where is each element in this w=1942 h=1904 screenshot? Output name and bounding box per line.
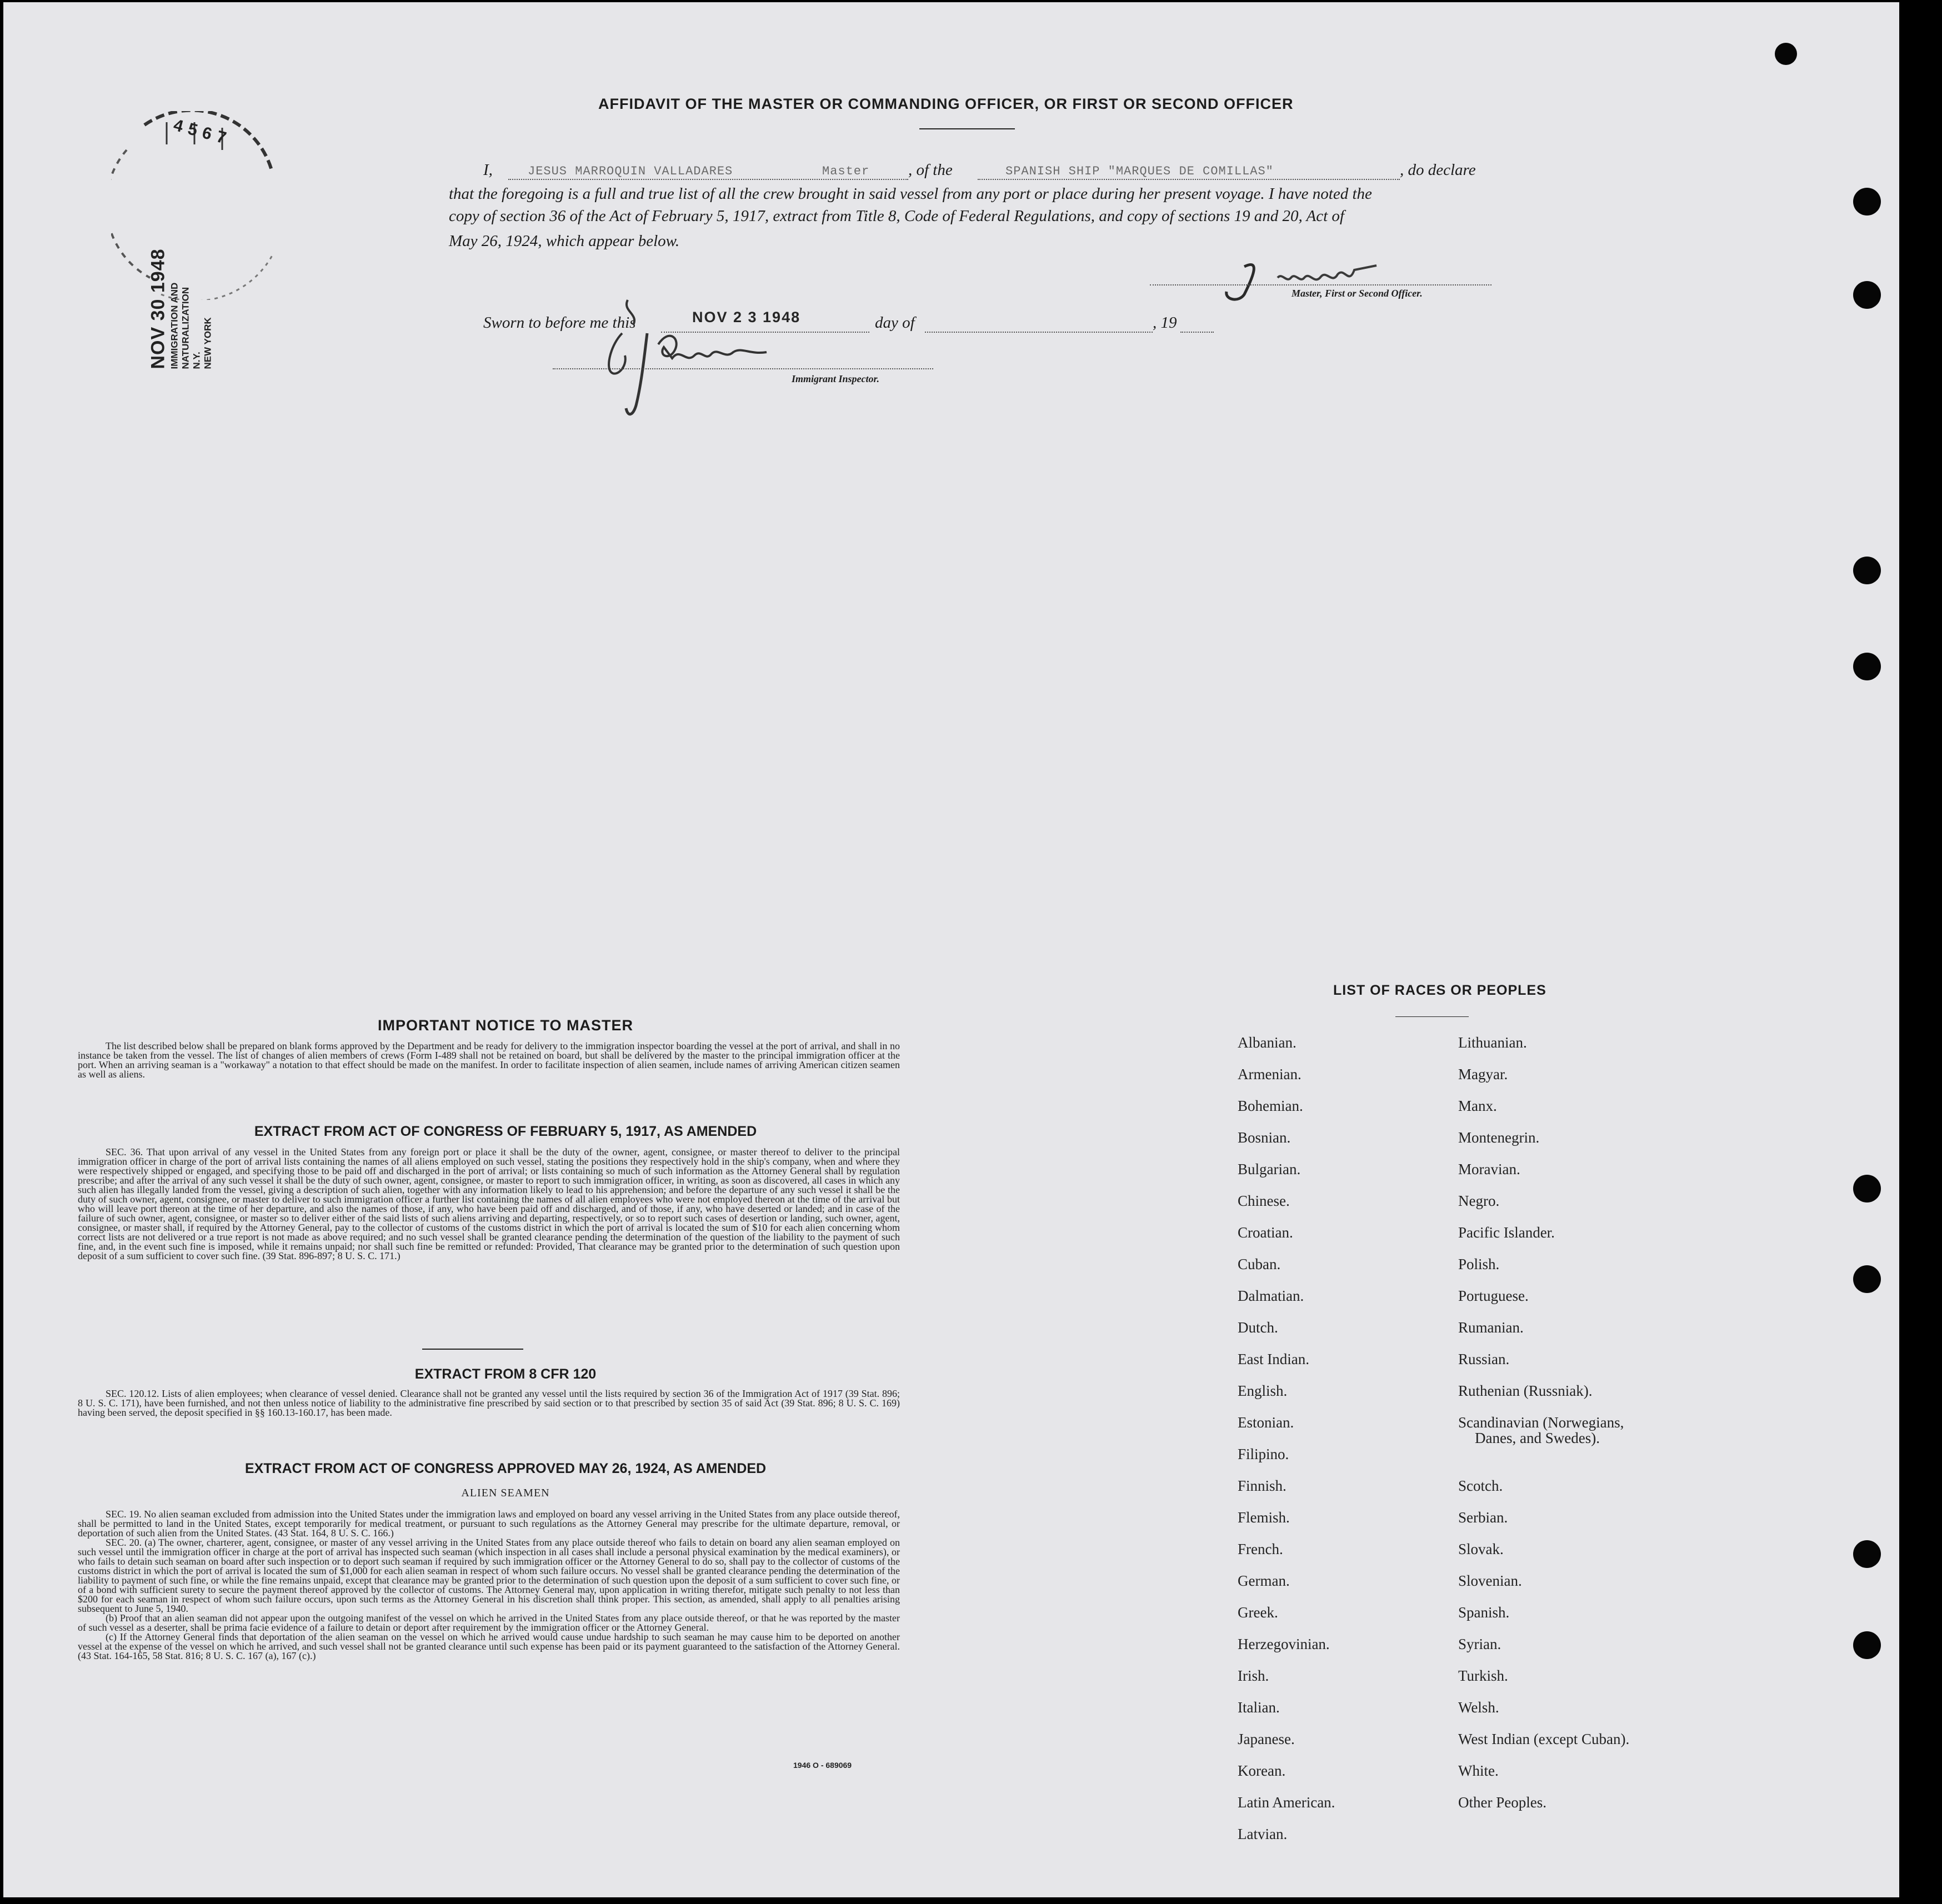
race-item: Negro. bbox=[1458, 1192, 1500, 1209]
extract-8cfr-heading: EXTRACT FROM 8 CFR 120 bbox=[414, 1366, 597, 1382]
affidavit-body-line-1: that the foregoing is a full and true list of all the crew brought in said vessel from any port or place during her present voyage. I have noted the bbox=[449, 185, 1372, 203]
notice-text: The list described below shall be prepared on blank forms approved by the Department and be ready for delivery to the immigration inspector boarding the vessel at the port of arrival, and shall in no instance be taken from the vessel. The list of changes of alien members of crews (Form I-489 shall not be retained on board, but shall be delivered by the master to the principal immigration officer at the port. When an arriving seaman is a "workaway" a notation to that effect should be made on the manifest. In order to facilitate inspection of alien seamen, include names of arriving American citizen seamen as well as aliens. bbox=[78, 1040, 900, 1080]
race-item: Bohemian. bbox=[1238, 1098, 1303, 1114]
rank-value: Master bbox=[822, 164, 870, 178]
vessel-value: SPANISH SHIP "MARQUES DE COMILLAS" bbox=[1005, 164, 1274, 178]
binder-hole bbox=[1853, 1540, 1881, 1568]
extract-1917-heading: EXTRACT FROM ACT OF CONGRESS OF FEBRUARY 5, 1917, AS AMENDED bbox=[254, 1124, 757, 1139]
binder-hole bbox=[1853, 1631, 1881, 1659]
race-item: Italian. bbox=[1238, 1699, 1280, 1716]
binder-hole bbox=[1775, 43, 1797, 65]
race-item: Estonian. bbox=[1238, 1414, 1294, 1431]
inspector-signature-line bbox=[553, 368, 933, 369]
section-20b-text: (b) Proof that an alien seaman did not appear upon the outgoing manifest of the vessel on which he arrived in the United States from any place outside thereof, or that he was reported by the master of such vessel as a deserter, shall be prima facie evidence of a failure to detain or deport after requirement by the immigration officer or the Attorney General. bbox=[78, 1612, 900, 1633]
race-item: Syrian. bbox=[1458, 1636, 1501, 1652]
stamp-dial-4: 4 bbox=[171, 116, 191, 138]
binder-hole bbox=[1853, 281, 1881, 309]
race-item: Armenian. bbox=[1238, 1066, 1302, 1083]
print-code: 1946 O - 689069 bbox=[793, 1761, 852, 1770]
race-item: Korean. bbox=[1238, 1762, 1286, 1779]
extract-8cfr-text: SEC. 120.12. Lists of alien employees; when clearance of vessel denied. Clearance shall not be granted any vessel until the lists required by section 36 of the Immigration Act of 1917 (39 Stat. 896; 8 U. S. C. 171), have been furnished, and not then unless notice of liability to the administrative fine prescribed by said section or to that prescribed by section 35 of said Act (39 Stat. 896; 8 U. S. C. 169) having been served, the deposit specified in §§ 160.13-160.17, has been made. bbox=[78, 1388, 900, 1418]
sworn-prefix: Sworn to before me this bbox=[483, 314, 636, 332]
inspector-signature bbox=[550, 289, 839, 428]
extract-1924-body bbox=[78, 1510, 900, 1661]
race-item: Latvian. bbox=[1238, 1826, 1288, 1842]
year-prefix: , 19 bbox=[1153, 314, 1177, 332]
stamp-dial-5: 5 bbox=[186, 119, 205, 142]
binder-hole bbox=[1853, 188, 1881, 216]
stamp-line-2: NATURALIZATION bbox=[180, 287, 191, 369]
race-item: Cuban. bbox=[1238, 1256, 1281, 1272]
race-item: Pacific Islander. bbox=[1458, 1224, 1555, 1241]
race-item: Manx. bbox=[1458, 1098, 1497, 1114]
race-item: German. bbox=[1238, 1572, 1290, 1589]
race-item: Moravian. bbox=[1458, 1161, 1520, 1178]
race-item: Scandinavian (Norwegians, bbox=[1458, 1414, 1624, 1431]
race-item: French. bbox=[1238, 1541, 1283, 1557]
race-item: Scotch. bbox=[1458, 1477, 1503, 1494]
race-item: White. bbox=[1458, 1762, 1499, 1779]
race-item: Bosnian. bbox=[1238, 1129, 1291, 1146]
races-heading-rule bbox=[1395, 1016, 1469, 1017]
affidavit-body-line-3: May 26, 1924, which appear below. bbox=[449, 232, 680, 250]
master-signature-line bbox=[1150, 284, 1491, 285]
race-item: Japanese. bbox=[1238, 1731, 1295, 1747]
stamp-line-1: IMMIGRATION AND bbox=[169, 282, 180, 369]
race-item: Slovak. bbox=[1458, 1541, 1504, 1557]
race-item: Greek. bbox=[1238, 1604, 1278, 1621]
section-19-text: SEC. 19. No alien seaman excluded from admission into the United States under the immigration laws and employed on board any vessel arriving in the United States from any place outside thereof, shall be permitted to land in the United States, except temporarily for medical treatment, or pursuant to such regulations as the Attorney General may prescribe for the ultimate departure, removal, or deportation of such alien from the United States. (43 Stat. 164, 8 U. S. C. 166.) bbox=[78, 1509, 900, 1539]
race-item: Flemish. bbox=[1238, 1509, 1290, 1526]
affidavit-body-line-2: copy of section 36 of the Act of February 5, 1917, extract from Title 8, Code of Federal Regulations, and copy of sections 19 and 20, Act of bbox=[449, 207, 1344, 225]
master-signature bbox=[1211, 255, 1394, 311]
extract-1917-text: SEC. 36. That upon arrival of any vessel in the United States from any foreign port or place it shall be the duty of the owner, agent, consignee, or master thereof to deliver to the principal immigration officer in charge of the port of arrival lists containing the names of all aliens employed on such vessel, stating the positions they respectively hold in the ship's company, when and where they were respectively shipped or engaged, and specifying those to be paid off and discharged in the port of arrival; or lists containing so much of such information as the Attorney General shall by regulation prescribe; and after the arrival of any such vessel it shall be the duty of such owner, agent, consignee, or master to report to such immigration officer, in writing, as soon as discovered, all cases in which any such alien has illegally landed from the vessel, giving a description of such alien, together with any information likely to lead to his apprehension; and before the departure of any such vessel it shall be the duty of such owner, agent, consignee, or master to deliver to such immigration officer a further list containing the names of all alien employees who were not employed thereon at the time of the arrival but who will leave port thereon at the time of her departure, and also the names of those, if any, who have been paid off and discharged, and of those, if any, who have deserted or landed; and in case of the failure of such owner, agent, consignee, or master so to deliver either of the said lists of such aliens arriving and departing, respectively, or so to report such cases of desertion or landing, such owner, agent, consignee, or master shall, if required by the Attorney General, pay to the collector of customs of the customs district in which the port of arrival is located the sum of $10 for each alien concerning whom correct lists are not delivered or a true report is not made as above required; and no such vessel shall be granted clearance pending the determination of the question of the liability to the payment of such fine, and, in the event such fine is imposed, while it remains unpaid; nor shall such fine be remitted or refunded: Provided, That clearance may be granted prior to the determination of such question upon deposit of a sum sufficient to cover such fine. (39 Stat. 896-897; 8 U. S. C. 171.) bbox=[78, 1146, 900, 1261]
race-item: Polish. bbox=[1458, 1256, 1500, 1272]
race-item: Serbian. bbox=[1458, 1509, 1508, 1526]
day-of-label: day of bbox=[875, 314, 915, 332]
race-item: Bulgarian. bbox=[1238, 1161, 1301, 1178]
race-item: Latin American. bbox=[1238, 1794, 1335, 1811]
section-20a-text: SEC. 20. (a) The owner, charterer, agent, consignee, or master of any vessel arriving in the United States from any place outside thereof who fails to detain on board any alien seaman employed on such vessel until the immigration officer in charge at the port of arrival has inspected such seaman (which inspection in all cases shall include a personal physical examination by the medical examiners), or who fails to detain such seaman on board after such inspection or to deport such seaman if required by such immigration officer or the Attorney General to do so, shall pay to the collector of customs of the customs district in which the port of arrival is located the sum of $1,000 for each alien seaman in respect of whom such failure occurs. No vessel shall be granted clearance pending the determination of the liability to payment of such fine, or while the fine remains unpaid, except that clearance may be granted prior to the determination of such question upon the deposit of a sum sufficient to cover such fine, or of a bond with sufficient surety to secure the payment thereof approved by the collector of customs. The Attorney General may, upon application in writing therefor, mitigate such penalty to not less than $200 for each seaman in respect of whom such failure occurs, upon such terms as the Attorney General in his discretion shall think proper. This section, as amended, shall apply to all penalties arising subsequent to June 5, 1940. bbox=[78, 1537, 900, 1614]
binder-hole bbox=[1853, 1265, 1881, 1293]
do-declare-label: , do declare bbox=[1400, 161, 1476, 179]
section-divider bbox=[422, 1349, 523, 1350]
race-item: Croatian. bbox=[1238, 1224, 1293, 1241]
stamp-line-4: NEW YORK bbox=[202, 317, 213, 369]
race-item: Spanish. bbox=[1458, 1604, 1510, 1621]
inspector-caption: Immigrant Inspector. bbox=[792, 373, 880, 384]
binder-hole bbox=[1853, 1175, 1881, 1202]
race-item-continuation: Danes, and Swedes). bbox=[1475, 1430, 1600, 1446]
race-item: Filipino. bbox=[1238, 1446, 1289, 1462]
master-signature-caption: Master, First or Second Officer. bbox=[1292, 288, 1423, 299]
extract-1924-heading: EXTRACT FROM ACT OF CONGRESS APPROVED MAY 26, 1924, AS AMENDED bbox=[244, 1461, 767, 1476]
race-item: Magyar. bbox=[1458, 1066, 1508, 1083]
master-name-line bbox=[508, 179, 908, 180]
vessel-line bbox=[978, 179, 1400, 180]
race-item: Lithuanian. bbox=[1458, 1034, 1527, 1051]
race-item: Slovenian. bbox=[1458, 1572, 1522, 1589]
race-item: East Indian. bbox=[1238, 1351, 1309, 1367]
race-item: Montenegrin. bbox=[1458, 1129, 1540, 1146]
stamp-text-block bbox=[148, 186, 214, 369]
race-item: Dutch. bbox=[1238, 1319, 1278, 1336]
race-item: Herzegovinian. bbox=[1238, 1636, 1330, 1652]
sworn-date-stamp: NOV 2 3 1948 bbox=[692, 309, 801, 325]
race-item: Dalmatian. bbox=[1238, 1287, 1304, 1304]
race-item: Albanian. bbox=[1238, 1034, 1297, 1051]
race-item: Turkish. bbox=[1458, 1667, 1508, 1684]
title-underline bbox=[919, 128, 1015, 129]
race-item: Irish. bbox=[1238, 1667, 1269, 1684]
section-20c-text: (c) If the Attorney General finds that deportation of the alien seaman on the vessel on which he arrived would cause undue hardship to such seaman he may cause him to be deported on another vessel at the expense of the vessel on which he arrived, and such vessel shall not be granted clearance until such expense has been paid or its payment guaranteed to the satisfaction of the Attorney General. (43 Stat. 164-165, 58 Stat. 816; 8 U. S. C. 167 (a), 167 (c).) bbox=[78, 1631, 900, 1661]
race-item: Other Peoples. bbox=[1458, 1794, 1546, 1811]
stamp-date: NOV 30 1948 bbox=[147, 248, 169, 369]
year-line bbox=[1180, 332, 1214, 333]
affidavit-i-prefix: I, bbox=[483, 161, 493, 179]
race-item: English. bbox=[1238, 1382, 1288, 1399]
master-name-value: JESUS MARROQUIN VALLADARES bbox=[528, 164, 733, 178]
race-item: Welsh. bbox=[1458, 1699, 1499, 1716]
race-item: Ruthenian (Russniak). bbox=[1458, 1382, 1593, 1399]
notice-heading: IMPORTANT NOTICE TO MASTER bbox=[378, 1017, 633, 1034]
day-of-line bbox=[925, 332, 1153, 333]
binder-hole bbox=[1853, 557, 1881, 584]
affidavit-title: AFFIDAVIT OF THE MASTER OR COMMANDING OFFICER, OR FIRST OR SECOND OFFICER bbox=[598, 96, 1294, 112]
stamp-line-3: N.Y. bbox=[191, 352, 202, 369]
race-item: Russian. bbox=[1458, 1351, 1510, 1367]
race-item: Rumanian. bbox=[1458, 1319, 1524, 1336]
races-heading: LIST OF RACES OR PEOPLES bbox=[1333, 983, 1546, 998]
of-the-label: , of the bbox=[908, 161, 953, 179]
extract-1924-subheading: ALIEN SEAMEN bbox=[461, 1487, 550, 1499]
race-item: Finnish. bbox=[1238, 1477, 1287, 1494]
stamp-dial-6: 6 bbox=[200, 123, 219, 146]
stamp-dial-7: 7 bbox=[214, 127, 234, 149]
race-item: Chinese. bbox=[1238, 1192, 1290, 1209]
binder-hole bbox=[1853, 653, 1881, 680]
race-item: West Indian (except Cuban). bbox=[1458, 1731, 1630, 1747]
race-item: Portuguese. bbox=[1458, 1287, 1529, 1304]
